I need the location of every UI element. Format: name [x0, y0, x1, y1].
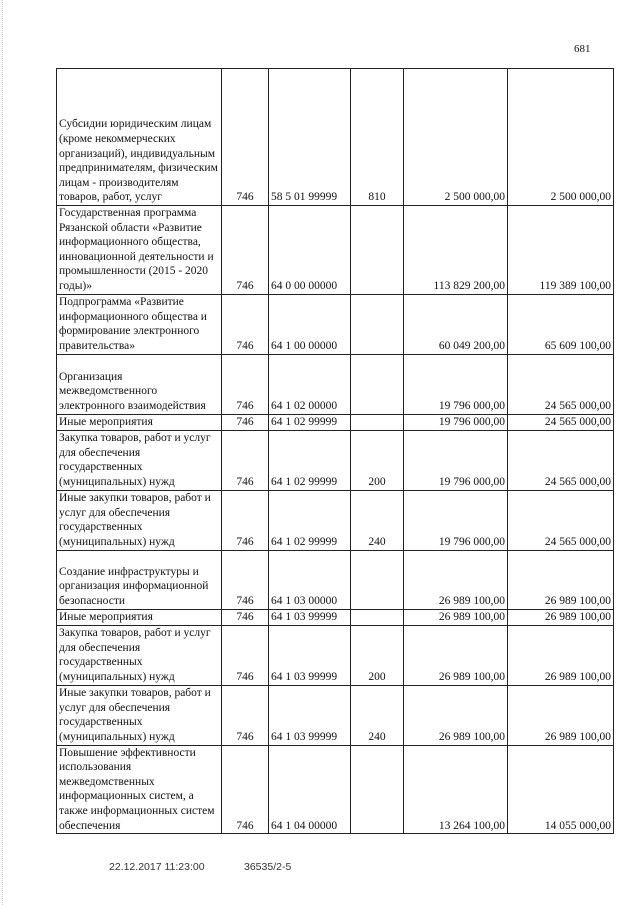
row-sum-2: 26 989 100,00 — [508, 625, 614, 685]
row-ved: 746 — [222, 745, 269, 834]
row-sum-2: 65 609 100,00 — [508, 294, 614, 354]
row-sum-2: 24 565 000,00 — [508, 430, 614, 490]
row-name: Создание инфраструктуры и организация информационной безопасности — [57, 550, 222, 609]
row-csr: 64 1 02 99999 — [269, 414, 351, 430]
row-sum-1: 26 989 100,00 — [404, 550, 508, 609]
row-sum-2: 24 565 000,00 — [508, 414, 614, 430]
row-csr: 64 1 03 99999 — [269, 625, 351, 685]
row-vr — [351, 206, 404, 295]
row-vr — [351, 745, 404, 834]
table-row — [57, 685, 614, 745]
row-csr: 64 1 03 99999 — [269, 609, 351, 625]
row-name: Подпрограмма «Развитие информационного общества и формирование электронного правительства» — [57, 294, 222, 354]
row-sum-1: 26 989 100,00 — [404, 685, 508, 745]
row-ved: 746 — [222, 414, 269, 430]
row-csr: 64 1 04 00000 — [269, 745, 351, 834]
row-sum-1: 13 264 100,00 — [404, 745, 508, 834]
row-vr — [351, 414, 404, 430]
row-sum-1: 19 796 000,00 — [404, 354, 508, 414]
row-ved: 746 — [222, 625, 269, 685]
row-csr: 64 1 02 00000 — [269, 354, 351, 414]
row-ved: 746 — [222, 685, 269, 745]
row-name: Закупка товаров, работ и услуг для обеспечения государственных (муниципальных) нужд — [57, 430, 222, 490]
row-sum-2: 26 989 100,00 — [508, 685, 614, 745]
row-ved: 746 — [222, 354, 269, 414]
row-name: Закупка товаров, работ и услуг для обеспечения государственных (муниципальных) нужд — [57, 625, 222, 685]
row-sum-2: 24 565 000,00 — [508, 354, 614, 414]
row-ved: 746 — [222, 490, 269, 550]
row-vr: 200 — [351, 625, 404, 685]
row-csr: 64 1 03 99999 — [269, 685, 351, 745]
row-name: Повышение эффективности использования межведомственных информационных систем, а также информационных систем обеспечения — [57, 745, 222, 834]
table-row — [57, 294, 614, 354]
row-name: Иные мероприятия — [57, 414, 222, 430]
row-vr — [351, 354, 404, 414]
table-row — [57, 625, 614, 685]
row-name: Иные закупки товаров, работ и услуг для обеспечения государственных (муниципальных) нужд — [57, 490, 222, 550]
row-ved: 746 — [222, 69, 269, 206]
row-ved: 746 — [222, 550, 269, 609]
row-sum-1: 2 500 000,00 — [404, 69, 508, 206]
table-row — [57, 745, 614, 834]
budget-table — [56, 68, 614, 834]
table-row — [57, 609, 614, 625]
row-sum-1: 26 989 100,00 — [404, 625, 508, 685]
row-sum-2: 26 989 100,00 — [508, 550, 614, 609]
table-row — [57, 206, 614, 295]
row-name: Субсидии юридическим лицам (кроме некоммерческих организаций), индивидуальным предпринимателям, физическим лицам - производителям товаров, работ, услуг — [57, 69, 222, 206]
row-sum-2: 2 500 000,00 — [508, 69, 614, 206]
row-vr — [351, 609, 404, 625]
table-row — [57, 354, 614, 414]
row-vr — [351, 294, 404, 354]
row-csr: 64 1 02 99999 — [269, 430, 351, 490]
row-ved: 746 — [222, 430, 269, 490]
row-ved: 746 — [222, 294, 269, 354]
table-row — [57, 550, 614, 609]
table-row — [57, 69, 614, 206]
row-sum-2: 14 055 000,00 — [508, 745, 614, 834]
row-sum-1: 19 796 000,00 — [404, 430, 508, 490]
row-csr: 64 0 00 00000 — [269, 206, 351, 295]
row-name: Государственная программа Рязанской области «Развитие информационного общества, инновационной деятельности и промышленности (2015 - 2020 годы)» — [57, 206, 222, 295]
row-sum-2: 24 565 000,00 — [508, 490, 614, 550]
row-csr: 58 5 01 99999 — [269, 69, 351, 206]
row-name: Иные мероприятия — [57, 609, 222, 625]
row-vr: 240 — [351, 685, 404, 745]
row-vr: 240 — [351, 490, 404, 550]
footer-doc-code: 36535/2-5 — [244, 861, 292, 873]
row-sum-2: 119 389 100,00 — [508, 206, 614, 295]
row-sum-1: 19 796 000,00 — [404, 414, 508, 430]
row-sum-2: 26 989 100,00 — [508, 609, 614, 625]
row-vr — [351, 550, 404, 609]
table-row — [57, 414, 614, 430]
scan-edge — [2, 0, 4, 905]
row-ved: 746 — [222, 609, 269, 625]
row-csr: 64 1 03 00000 — [269, 550, 351, 609]
row-name: Организация межведомственного электронного взаимодействия — [57, 354, 222, 414]
table-row — [57, 490, 614, 550]
row-csr: 64 1 00 00000 — [269, 294, 351, 354]
row-vr: 200 — [351, 430, 404, 490]
table-row — [57, 430, 614, 490]
row-sum-1: 60 049 200,00 — [404, 294, 508, 354]
row-ved: 746 — [222, 206, 269, 295]
row-sum-1: 26 989 100,00 — [404, 609, 508, 625]
row-sum-1: 19 796 000,00 — [404, 490, 508, 550]
row-vr: 810 — [351, 69, 404, 206]
row-name: Иные закупки товаров, работ и услуг для обеспечения государственных (муниципальных) нужд — [57, 685, 222, 745]
page-number: 681 — [574, 43, 591, 55]
footer-datetime: 22.12.2017 11:23:00 — [109, 861, 205, 873]
row-csr: 64 1 02 99999 — [269, 490, 351, 550]
row-sum-1: 113 829 200,00 — [404, 206, 508, 295]
